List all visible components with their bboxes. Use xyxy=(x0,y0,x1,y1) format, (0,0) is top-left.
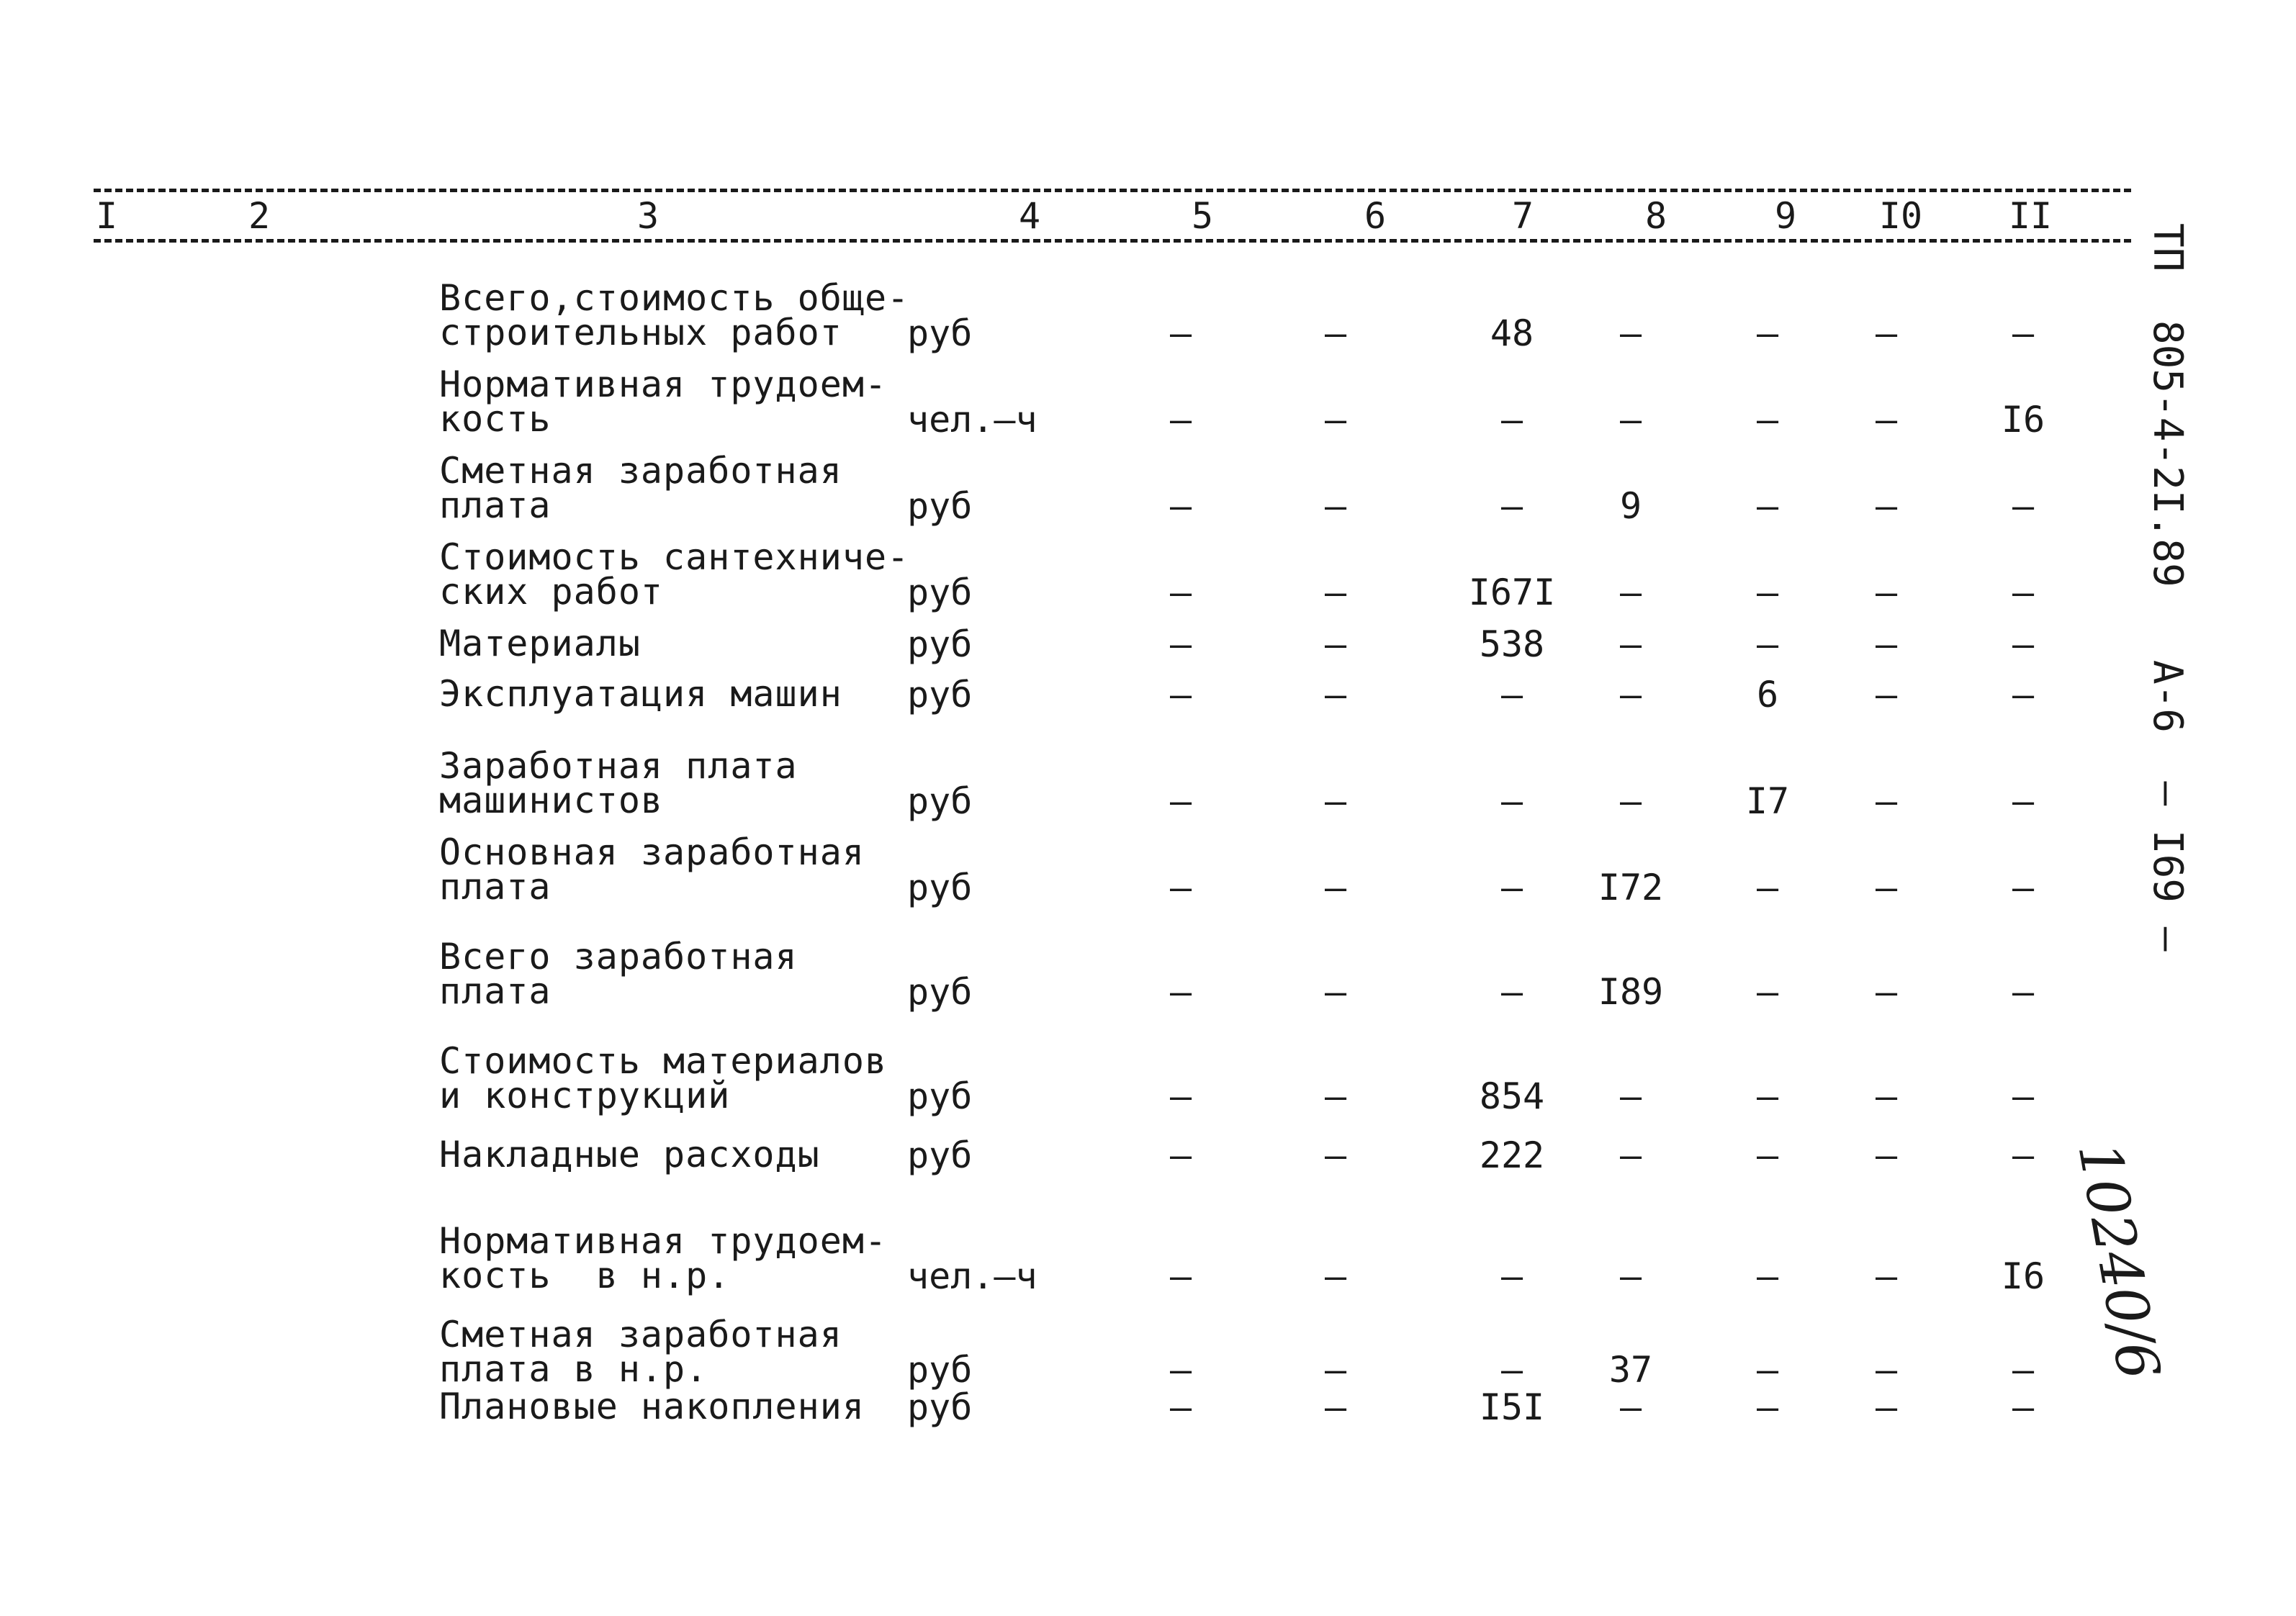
row-description: Сметная заработная плата xyxy=(439,450,842,526)
cell-c11: – xyxy=(2012,1134,2035,1176)
cell-c8: – xyxy=(1619,1134,1642,1176)
cell-c9: – xyxy=(1756,485,1779,527)
row-unit: руб xyxy=(907,1075,973,1117)
row-unit: руб xyxy=(907,572,973,613)
cell-c7: – xyxy=(1500,674,1523,716)
cell-c9: – xyxy=(1756,1134,1779,1176)
cell-c11: – xyxy=(2012,867,2035,908)
cell-c9: I7 xyxy=(1745,780,1790,822)
cell-c10: – xyxy=(1875,1134,1898,1176)
cell-c6: – xyxy=(1324,312,1347,354)
cell-c10: – xyxy=(1875,867,1898,908)
row-description: Всего,стоимость обще- строительных работ xyxy=(439,277,910,353)
cell-c7: I5I xyxy=(1479,1386,1545,1428)
cell-c7: I67I xyxy=(1468,572,1556,613)
row-unit: руб xyxy=(907,867,973,908)
cell-c5: – xyxy=(1169,623,1192,665)
cell-c10: – xyxy=(1875,399,1898,441)
cell-c7: – xyxy=(1500,1255,1523,1297)
cell-c8: 9 xyxy=(1619,485,1642,527)
row-unit: руб xyxy=(907,1134,973,1176)
cell-c11: – xyxy=(2012,1349,2035,1391)
cell-c11: – xyxy=(2012,1075,2035,1117)
cell-c11: – xyxy=(2012,485,2035,527)
cell-c9: 6 xyxy=(1756,674,1779,716)
row-unit: руб xyxy=(907,780,973,822)
cell-c6: – xyxy=(1324,674,1347,716)
cell-c7: – xyxy=(1500,485,1523,527)
cell-c9: – xyxy=(1756,1386,1779,1428)
row-description: Заработная плата машинистов xyxy=(439,745,798,821)
row-description: Нормативная трудоем- кость в н.р. xyxy=(439,1220,888,1296)
row-unit: руб xyxy=(907,1349,973,1391)
header-col-3: 3 xyxy=(636,195,659,237)
header-col-2: 2 xyxy=(248,195,271,237)
row-unit: руб xyxy=(907,485,973,527)
cell-c8: – xyxy=(1619,572,1642,613)
cell-c5: – xyxy=(1169,971,1192,1013)
row-unit: чел.–ч xyxy=(907,399,1037,441)
cell-c10: – xyxy=(1875,1255,1898,1297)
cell-c8: I72 xyxy=(1598,867,1664,908)
cell-c8: – xyxy=(1619,312,1642,354)
cell-c10: – xyxy=(1875,1386,1898,1428)
header-col-1: I xyxy=(95,195,118,237)
cell-c8: 37 xyxy=(1608,1349,1653,1391)
row-description: Всего заработная плата xyxy=(439,936,798,1012)
cell-c5: – xyxy=(1169,674,1192,716)
cell-c10: – xyxy=(1875,1075,1898,1117)
cell-c9: – xyxy=(1756,1255,1779,1297)
cell-c10: – xyxy=(1875,572,1898,613)
cell-c7: 538 xyxy=(1479,623,1545,665)
row-description: Стоимость материалов и конструкций xyxy=(439,1040,888,1116)
header-col-7: 7 xyxy=(1511,195,1534,237)
cell-c6: – xyxy=(1324,623,1347,665)
cell-c7: – xyxy=(1500,971,1523,1013)
cell-c11: – xyxy=(2012,312,2035,354)
cell-c11: – xyxy=(2012,674,2035,716)
cell-c8: – xyxy=(1619,623,1642,665)
cell-c5: – xyxy=(1169,572,1192,613)
cell-c8: – xyxy=(1619,1386,1642,1428)
cell-c8: – xyxy=(1619,1075,1642,1117)
header-col-9: 9 xyxy=(1774,195,1797,237)
cell-c6: – xyxy=(1324,1255,1347,1297)
cell-c5: – xyxy=(1169,1134,1192,1176)
row-unit: руб xyxy=(907,623,973,665)
cell-c6: – xyxy=(1324,971,1347,1013)
cell-c5: – xyxy=(1169,867,1192,908)
cell-c5: – xyxy=(1169,1386,1192,1428)
cell-c9: – xyxy=(1756,312,1779,354)
header-top-rule xyxy=(94,189,2131,192)
cell-c9: – xyxy=(1756,1349,1779,1391)
cell-c7: – xyxy=(1500,399,1523,441)
cell-c6: – xyxy=(1324,1349,1347,1391)
cell-c11: – xyxy=(2012,623,2035,665)
cell-c8: I89 xyxy=(1598,971,1664,1013)
cell-c11: – xyxy=(2012,1386,2035,1428)
cell-c5: – xyxy=(1169,1349,1192,1391)
cell-c8: – xyxy=(1619,780,1642,822)
cell-c7: 222 xyxy=(1479,1134,1545,1176)
header-bottom-rule xyxy=(94,239,2131,243)
row-unit: чел.–ч xyxy=(907,1255,1037,1297)
cell-c7: 48 xyxy=(1490,312,1534,354)
cell-c9: – xyxy=(1756,623,1779,665)
header-col-10: I0 xyxy=(1878,195,1923,237)
cell-c10: – xyxy=(1875,780,1898,822)
cell-c11: – xyxy=(2012,780,2035,822)
cell-c10: – xyxy=(1875,674,1898,716)
cell-c11: – xyxy=(2012,572,2035,613)
cell-c9: – xyxy=(1756,971,1779,1013)
row-unit: руб xyxy=(907,312,973,354)
cell-c6: – xyxy=(1324,399,1347,441)
header-col-4: 4 xyxy=(1018,195,1041,237)
row-description: Стоимость сантехниче- ских работ xyxy=(439,536,910,613)
header-col-11: II xyxy=(2008,195,2053,237)
cell-c11: – xyxy=(2012,971,2035,1013)
cell-c5: – xyxy=(1169,312,1192,354)
cell-c11: I6 xyxy=(2001,1255,2045,1297)
cell-c5: – xyxy=(1169,780,1192,822)
cell-c10: – xyxy=(1875,312,1898,354)
cell-c8: – xyxy=(1619,674,1642,716)
cell-c9: – xyxy=(1756,1075,1779,1117)
cell-c7: – xyxy=(1500,1349,1523,1391)
cell-c10: – xyxy=(1875,623,1898,665)
row-description: Накладные расходы xyxy=(439,1134,820,1175)
cell-c6: – xyxy=(1324,1386,1347,1428)
cell-c5: – xyxy=(1169,485,1192,527)
row-unit: руб xyxy=(907,1386,973,1428)
cell-c7: 854 xyxy=(1479,1075,1545,1117)
cell-c9: – xyxy=(1756,572,1779,613)
cell-c6: – xyxy=(1324,780,1347,822)
cell-c8: – xyxy=(1619,399,1642,441)
row-unit: руб xyxy=(907,674,973,716)
row-description: Нормативная трудоем- кость xyxy=(439,364,888,440)
cell-c9: – xyxy=(1756,867,1779,908)
header-col-5: 5 xyxy=(1191,195,1214,237)
cell-c11: I6 xyxy=(2001,399,2045,441)
cell-c6: – xyxy=(1324,485,1347,527)
row-description: Плановые накопления xyxy=(439,1386,865,1427)
cell-c5: – xyxy=(1169,399,1192,441)
cell-c5: – xyxy=(1169,1075,1192,1117)
handwritten-number: 10240/6 xyxy=(2065,1137,2173,1385)
cell-c7: – xyxy=(1500,867,1523,908)
document-code: ТП 805-4-2I.89 А-6 – I69 – xyxy=(2144,223,2191,952)
row-description: Материалы xyxy=(439,623,641,664)
row-description: Сметная заработная плата в н.р. xyxy=(439,1314,842,1390)
cell-c6: – xyxy=(1324,572,1347,613)
cell-c10: – xyxy=(1875,971,1898,1013)
cell-c7: – xyxy=(1500,780,1523,822)
row-unit: руб xyxy=(907,971,973,1013)
cell-c9: – xyxy=(1756,399,1779,441)
cell-c6: – xyxy=(1324,1075,1347,1117)
cell-c6: – xyxy=(1324,867,1347,908)
row-description: Эксплуатация машин xyxy=(439,673,842,715)
cell-c6: – xyxy=(1324,1134,1347,1176)
cell-c5: – xyxy=(1169,1255,1192,1297)
row-description: Основная заработная плата xyxy=(439,831,865,908)
header-col-6: 6 xyxy=(1364,195,1387,237)
header-col-8: 8 xyxy=(1644,195,1667,237)
cell-c10: – xyxy=(1875,485,1898,527)
cell-c8: – xyxy=(1619,1255,1642,1297)
cell-c10: – xyxy=(1875,1349,1898,1391)
